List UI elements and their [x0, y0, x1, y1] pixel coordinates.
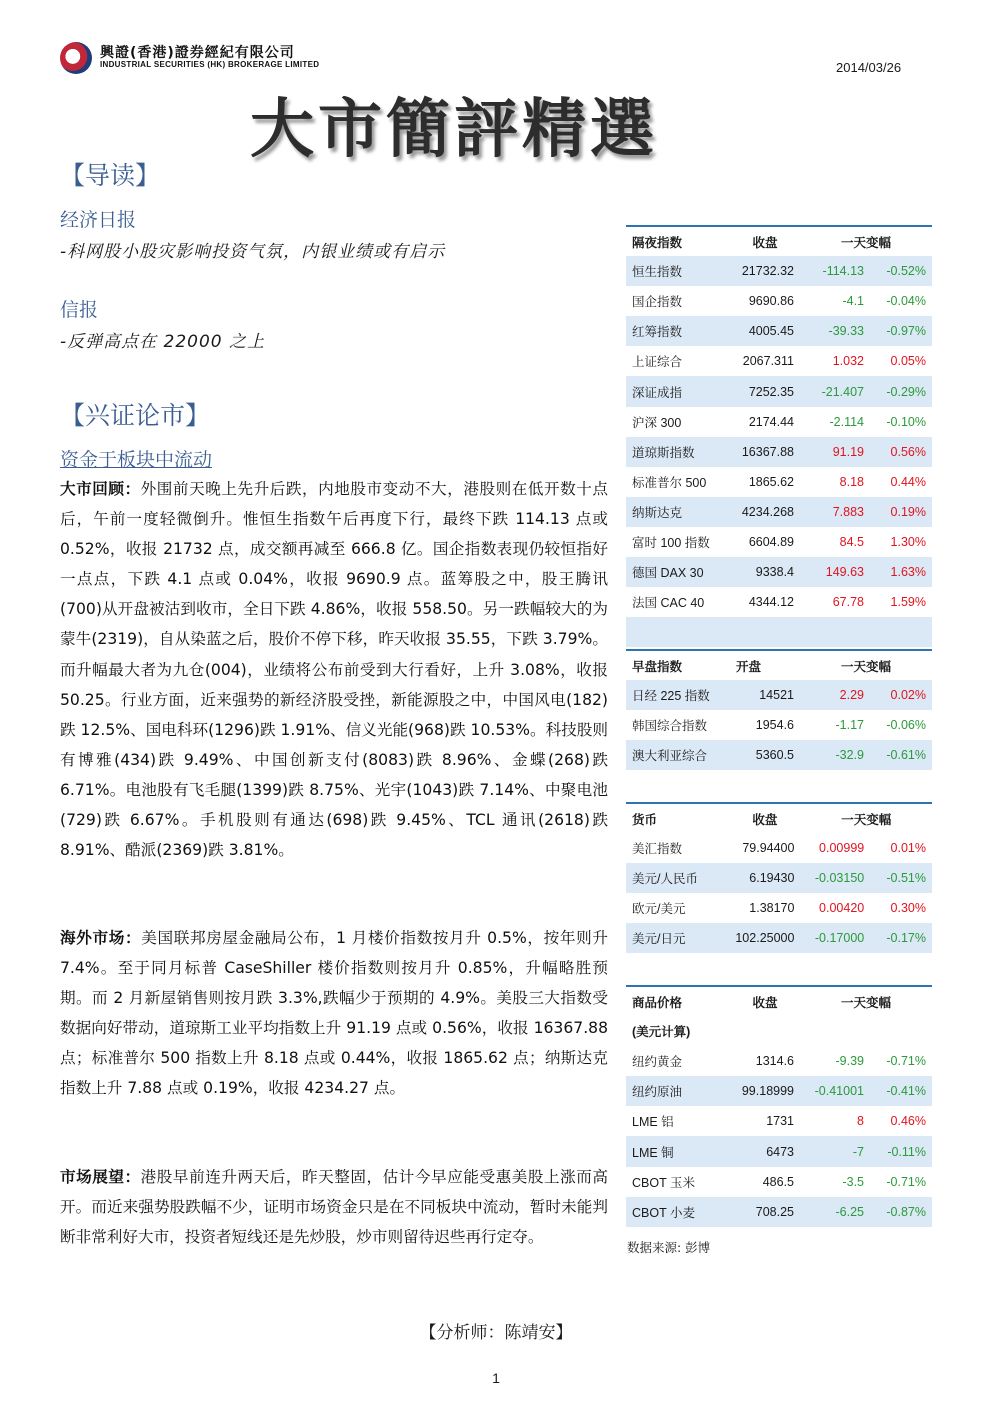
close-value: 14521	[730, 680, 800, 710]
header-cell: 一天变幅	[800, 650, 932, 680]
change-value: -0.17000	[800, 923, 870, 953]
company-name-en: INDUSTRIAL SECURITIES (HK) BROKERAGE LIMITED	[100, 60, 320, 69]
commodity-table	[626, 985, 932, 1227]
table-row	[626, 740, 932, 770]
table-row	[626, 1136, 932, 1166]
change-value: 0.00420	[800, 893, 870, 923]
table-header-row	[626, 650, 932, 680]
header-cell: 隔夜指数	[626, 226, 730, 256]
instrument-name: CBOT 玉米	[626, 1167, 730, 1197]
overseas-market-label: 海外市场：	[60, 929, 142, 947]
change-percent: 0.05%	[870, 346, 932, 376]
change-percent: -0.51%	[870, 863, 932, 893]
market-outlook-paragraph	[60, 1162, 608, 1252]
change-value: -114.13	[800, 256, 870, 286]
change-percent: 0.01%	[870, 833, 932, 863]
change-value: -1.17	[800, 710, 870, 740]
header-cell: 开盘	[730, 650, 800, 680]
instrument-name: LME 铝	[626, 1106, 730, 1136]
change-value: -39.33	[800, 316, 870, 346]
intro-headline-2: -反弹高点在 22000 之上	[60, 332, 266, 352]
change-value: -9.39	[800, 1046, 870, 1076]
table-header-row	[626, 226, 932, 256]
close-value: 2174.44	[730, 407, 800, 437]
change-value: 67.78	[800, 587, 870, 617]
change-value: -32.9	[800, 740, 870, 770]
report-date: 2014/03/26	[836, 60, 902, 75]
change-percent: -0.29%	[870, 376, 932, 406]
close-value: 1865.62	[730, 467, 800, 497]
change-value: -3.5	[800, 1167, 870, 1197]
table-header-row	[626, 986, 932, 1016]
page-title: 大市簡評精選	[250, 93, 658, 167]
instrument-name: 纽约黄金	[626, 1046, 730, 1076]
change-percent: -0.61%	[870, 740, 932, 770]
change-value: 8	[800, 1106, 870, 1136]
close-value: 6604.89	[730, 527, 800, 557]
change-value: -4.1	[800, 286, 870, 316]
table-row	[626, 557, 932, 587]
instrument-name: 美汇指数	[626, 833, 729, 863]
close-value: 1731	[730, 1106, 800, 1136]
change-percent: 1.63%	[870, 557, 932, 587]
table-row	[626, 1106, 932, 1136]
change-percent: -0.71%	[870, 1046, 932, 1076]
currency-table	[626, 802, 932, 953]
instrument-name: 上证综合	[626, 346, 730, 376]
table-row	[626, 710, 932, 740]
change-percent: 0.46%	[870, 1106, 932, 1136]
change-value: -21.407	[800, 376, 870, 406]
table-row	[626, 863, 932, 893]
commentary-heading: 【兴证论市】	[60, 401, 211, 430]
overseas-market-text: 美国联邦房屋金融局公布，1 月楼价指数按月升 0.5%，按年则升 7.4%。至于同月标普 CaseShiller 楼价指数则按月升 0.85%，升幅略胜预期。而 2 月新屋销售则按月跌 3.3%,跌幅少于预期的 4.9%。美股三大指数受数据向好带动，道琼斯工业平均指数上升 91.19 点或 0.56%，收报 16367.88 点；标准普尔 500 指数上升 8.18 点或 0.44%，收报 1865.62 点；纳斯达克指数上升 7.88 点或 0.19%，收报 4234.27 点。	[60, 929, 608, 1098]
close-value: 9690.86	[730, 286, 800, 316]
table-row	[626, 376, 932, 406]
intro-headline-1: -科网股小股灾影响投资气氛，内银业绩或有启示	[60, 242, 446, 262]
change-value: -6.25	[800, 1197, 870, 1227]
change-percent: -0.11%	[870, 1136, 932, 1166]
change-value: -0.03150	[800, 863, 870, 893]
close-value: 708.25	[730, 1197, 800, 1227]
overseas-market-paragraph	[60, 923, 608, 1104]
close-value: 6473	[730, 1136, 800, 1166]
instrument-name: 标准普尔 500	[626, 467, 730, 497]
change-percent: 0.19%	[870, 497, 932, 527]
table-row	[626, 587, 932, 617]
instrument-name: 法国 CAC 40	[626, 587, 730, 617]
header-cell: 一天变幅	[800, 226, 932, 256]
company-name-cn: 興證(香港)證券經紀有限公司	[100, 45, 295, 61]
table-row	[626, 437, 932, 467]
change-percent: -0.87%	[870, 1197, 932, 1227]
change-value: 0.00999	[800, 833, 870, 863]
table-header-row	[626, 803, 932, 833]
instrument-name: 恒生指数	[626, 256, 730, 286]
header-cell: 货币	[626, 803, 729, 833]
change-value: 2.29	[800, 680, 870, 710]
close-value: 16367.88	[730, 437, 800, 467]
change-percent: 0.44%	[870, 467, 932, 497]
change-value: 149.63	[800, 557, 870, 587]
instrument-name: 欧元/美元	[626, 893, 729, 923]
instrument-name: 富时 100 指数	[626, 527, 730, 557]
market-outlook-text: 港股早前连升两天后，昨天整固，估计今早应能受惠美股上涨而高开。而近来强势股跌幅不少，证明市场资金只是在不同板块中流动，暂时未能判断非常利好大市，投资者短线还是先炒股，炒市则留待迟些再行定夺。	[60, 1168, 608, 1247]
change-percent: -0.06%	[870, 710, 932, 740]
close-value: 6.19430	[729, 863, 800, 893]
table-row	[626, 923, 932, 953]
close-value: 486.5	[730, 1167, 800, 1197]
change-percent: 0.56%	[870, 437, 932, 467]
subheader-cell: (美元计算)	[626, 1016, 932, 1046]
intro-source-2: 信报	[60, 299, 99, 321]
change-percent: -0.10%	[870, 407, 932, 437]
table-row	[626, 497, 932, 527]
instrument-name: 沪深 300	[626, 407, 730, 437]
instrument-name: 纽约原油	[626, 1076, 730, 1106]
table-row	[626, 1167, 932, 1197]
instrument-name: 深证成指	[626, 376, 730, 406]
spacer-row	[626, 617, 932, 647]
change-value: -7	[800, 1136, 870, 1166]
table-row	[626, 893, 932, 923]
change-percent: -0.71%	[870, 1167, 932, 1197]
change-value: 7.883	[800, 497, 870, 527]
close-value: 79.94400	[729, 833, 800, 863]
instrument-name: 德国 DAX 30	[626, 557, 730, 587]
instrument-name: 纳斯达克	[626, 497, 730, 527]
close-value: 102.25000	[729, 923, 800, 953]
table-row	[626, 346, 932, 376]
close-value: 4234.268	[730, 497, 800, 527]
close-value: 7252.35	[730, 376, 800, 406]
change-percent: -0.41%	[870, 1076, 932, 1106]
header-cell: 收盘	[729, 803, 800, 833]
instrument-name: LME 铜	[626, 1136, 730, 1166]
instrument-name: 美元/日元	[626, 923, 729, 953]
header-cell: 早盘指数	[626, 650, 730, 680]
overnight-indices-table	[626, 225, 932, 647]
table-subheader-row	[626, 1016, 932, 1046]
change-percent: 0.02%	[870, 680, 932, 710]
change-percent: 0.30%	[870, 893, 932, 923]
close-value: 99.18999	[730, 1076, 800, 1106]
article-title: 资金于板块中流动	[60, 449, 213, 471]
change-percent: -0.04%	[870, 286, 932, 316]
close-value: 1314.6	[730, 1046, 800, 1076]
table-row	[626, 256, 932, 286]
change-percent: 1.59%	[870, 587, 932, 617]
table-row	[626, 680, 932, 710]
intro-heading: 【导读】	[60, 161, 161, 190]
table-row	[626, 1046, 932, 1076]
header-cell: 一天变幅	[800, 986, 932, 1016]
change-value: 8.18	[800, 467, 870, 497]
analyst-name: 【分析师：陈靖安】	[419, 1323, 573, 1343]
close-value: 21732.32	[730, 256, 800, 286]
header-cell: 收盘	[730, 226, 800, 256]
page-number: 1	[492, 1370, 500, 1386]
instrument-name: CBOT 小麦	[626, 1197, 730, 1227]
close-value: 5360.5	[730, 740, 800, 770]
table-row	[626, 316, 932, 346]
change-value: 1.032	[800, 346, 870, 376]
change-percent: -0.97%	[870, 316, 932, 346]
table-row	[626, 1197, 932, 1227]
close-value: 9338.4	[730, 557, 800, 587]
company-logo-icon	[60, 42, 92, 74]
table-row	[626, 407, 932, 437]
change-value: -0.41001	[800, 1076, 870, 1106]
change-percent: 1.30%	[870, 527, 932, 557]
header-cell: 一天变幅	[800, 803, 932, 833]
instrument-name: 澳大利亚综合	[626, 740, 730, 770]
instrument-name: 国企指数	[626, 286, 730, 316]
close-value: 4005.45	[730, 316, 800, 346]
market-outlook-label: 市场展望：	[60, 1168, 141, 1186]
change-value: 91.19	[800, 437, 870, 467]
change-value: -2.114	[800, 407, 870, 437]
close-value: 1954.6	[730, 710, 800, 740]
market-review-paragraph	[60, 474, 608, 865]
close-value: 2067.311	[730, 346, 800, 376]
market-review-label: 大市回顾：	[60, 480, 141, 498]
instrument-name: 红筹指数	[626, 316, 730, 346]
table-row	[626, 467, 932, 497]
instrument-name: 美元/人民币	[626, 863, 729, 893]
close-value: 4344.12	[730, 587, 800, 617]
change-percent: -0.17%	[870, 923, 932, 953]
market-review-text: 外围前天晚上先升后跌，内地股市变动不大，港股则在低开数十点后，午前一度轻微倒升。惟恒生指数午后再度下行，最终下跌 114.13 点或 0.52%，收报 21732 点，成交额再减至 666.8 亿。国企指数表现仍较恒指好一点点，下跌 4.1 点或 0.04%，收报 9690.9 点。蓝筹股之中，股王腾讯(700)从开盘被沽到收市，全日下跌 4.86%，收报 558.50。另一跌幅较大的为蒙牛(2319)，自从染蓝之后，股价不停下移，昨天收报 35.55，下跌 3.79%。而升幅最大者为九仓(004)，业绩将公布前受到大行看好，上升 3.08%，收报 50.25。行业方面，近来强势的新经济股受挫，新能源股之中，中国风电(182)跌 12.5%、国电科环(1296)跌 1.91%、信义光能(968)跌 10.53%。科技股则有博雅(434)跌 9.49%、中国创新支付(8083)跌 8.96%、金蝶(268)跌 6.71%。电池股有飞毛腿(1399)跌 8.75%、光宇(1043)跌 7.14%、中聚电池(729)跌 6.67%。手机股则有通达(698)跌 9.45%、TCL 通讯(2618)跌 8.91%、酷派(2369)跌 3.81%。	[60, 480, 608, 860]
close-value: 1.38170	[729, 893, 800, 923]
intro-source-1: 经济日报	[60, 209, 137, 231]
header-cell: 收盘	[730, 986, 800, 1016]
instrument-name: 日经 225 指数	[626, 680, 730, 710]
header-cell: 商品价格	[626, 986, 730, 1016]
table-row	[626, 286, 932, 316]
data-source-note: 数据来源: 彭博	[627, 1240, 711, 1255]
table-row	[626, 833, 932, 863]
instrument-name: 道琼斯指数	[626, 437, 730, 467]
table-row	[626, 527, 932, 557]
morning-indices-table	[626, 649, 932, 770]
change-value: 84.5	[800, 527, 870, 557]
instrument-name: 韩国综合指数	[626, 710, 730, 740]
table-row	[626, 1076, 932, 1106]
change-percent: -0.52%	[870, 256, 932, 286]
